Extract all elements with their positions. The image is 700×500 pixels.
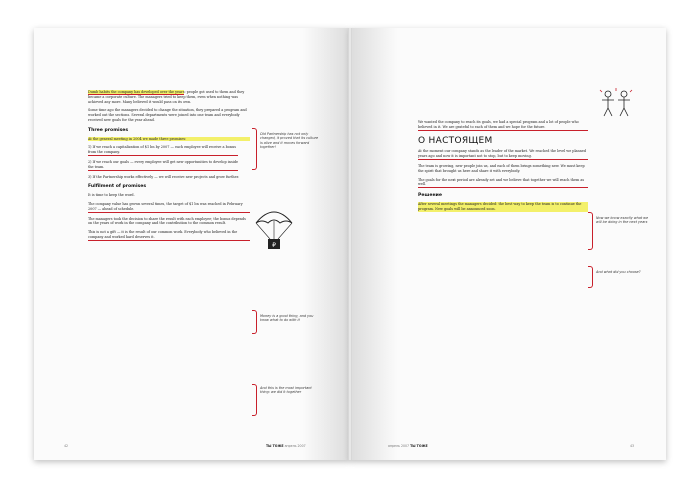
page-number: 43 <box>630 444 635 448</box>
paragraph: This is not a gift — it is the result of our common work. Everybody who believed in the company and worked hard deserves it. <box>88 230 250 241</box>
svg-text:₽: ₽ <box>272 242 276 249</box>
section-heading: Fulfilment of promises <box>88 184 147 190</box>
list-item: 1) If we reach a capitalization of $1 bn by 2007 — each employee will receive a bonus from the company. <box>88 145 238 156</box>
margin-note: And this is the most important thing: we did it together <box>260 386 312 395</box>
section-heading: Решение <box>418 193 442 199</box>
list-item: 3) If the Partnership works effectively — we will receive new projects and grow further. <box>88 174 239 179</box>
paragraph: We wanted the company to reach its goals, we had a special program and a lot of people who believed in it. We are grateful to each of them and we hope for the future. <box>418 120 588 131</box>
paragraph: Dumb habits the company has developed over the years: people got used to them and they became a corporate culture. The managers tried to keep them, even when nothing was achieved any more. Many believed it would pass on its own. <box>88 90 245 104</box>
paragraph: The managers took the decision to share the result with each employee; the bonus depends on the years of work in the company and the contribution to the common result. <box>88 216 246 226</box>
right-column <box>418 120 588 216</box>
paragraph: It is time to keep the word. <box>88 193 135 198</box>
section-heading: Three promises <box>88 127 129 133</box>
paragraph: The goals for the next period are already set and we believe that together we will reach them as well. <box>418 178 588 189</box>
left-page <box>34 28 350 460</box>
margin-brace <box>252 128 257 170</box>
section-heading: О НАСТОЯЩЕМ <box>418 135 493 146</box>
margin-brace <box>588 266 593 288</box>
margin-note: Money is a good thing, and you know what to do with it <box>260 314 314 323</box>
margin-brace <box>588 212 593 250</box>
right-page <box>350 28 666 460</box>
page-number: 42 <box>64 444 69 448</box>
margin-brace <box>252 310 257 334</box>
spine-gutter <box>348 28 352 460</box>
magazine-spread <box>34 28 666 460</box>
margin-note: Old Partnership has not only changed, it proved that its culture is alive and it moves forward together! <box>260 132 319 150</box>
footer-logo: апрель 2007 ТЫ ТОЖЕ <box>388 444 428 448</box>
margin-note: Now we know exactly what we will be doing in the next years <box>596 216 649 225</box>
paragraph: The company value has grown several times, the target of $1 bn was reached in February 2007 — ahead of schedule. <box>88 202 250 213</box>
margin-brace <box>252 384 257 416</box>
paragraph: Some time ago the managers decided to change the situation, they prepared a program and worked out the sections. Several departments were joined into one team and everybody received new goals for the year ahead. <box>88 108 247 122</box>
parachute-icon <box>252 203 296 255</box>
highlighted-text: Dumb habits the company has developed over the years <box>88 90 185 94</box>
paragraph: At the general meeting in 2004 we made three promises: <box>88 137 250 142</box>
left-column <box>88 90 250 245</box>
paragraph: At the moment our company stands as the leader of the market. We reached the level we planned years ago and now it is important not to stop, but to keep moving. <box>418 149 587 159</box>
paragraph: The team is growing, new people join us, and each of them brings something new. We must keep the spirit that brought us here and share it with everybody. <box>418 163 585 173</box>
footer-logo: ТЫ ТОЖЕ апрель 2007 <box>266 444 306 448</box>
doodle-figures-icon <box>596 86 636 122</box>
paragraph: After several meetings the managers decided: the best way to keep the team is to continue the program. New goals will be announced soon. <box>418 202 588 212</box>
list-item: 2) If we reach our goals — every employee will get new opportunities to develop inside the team. <box>88 159 238 169</box>
margin-note: And what did you choose? <box>596 270 641 274</box>
